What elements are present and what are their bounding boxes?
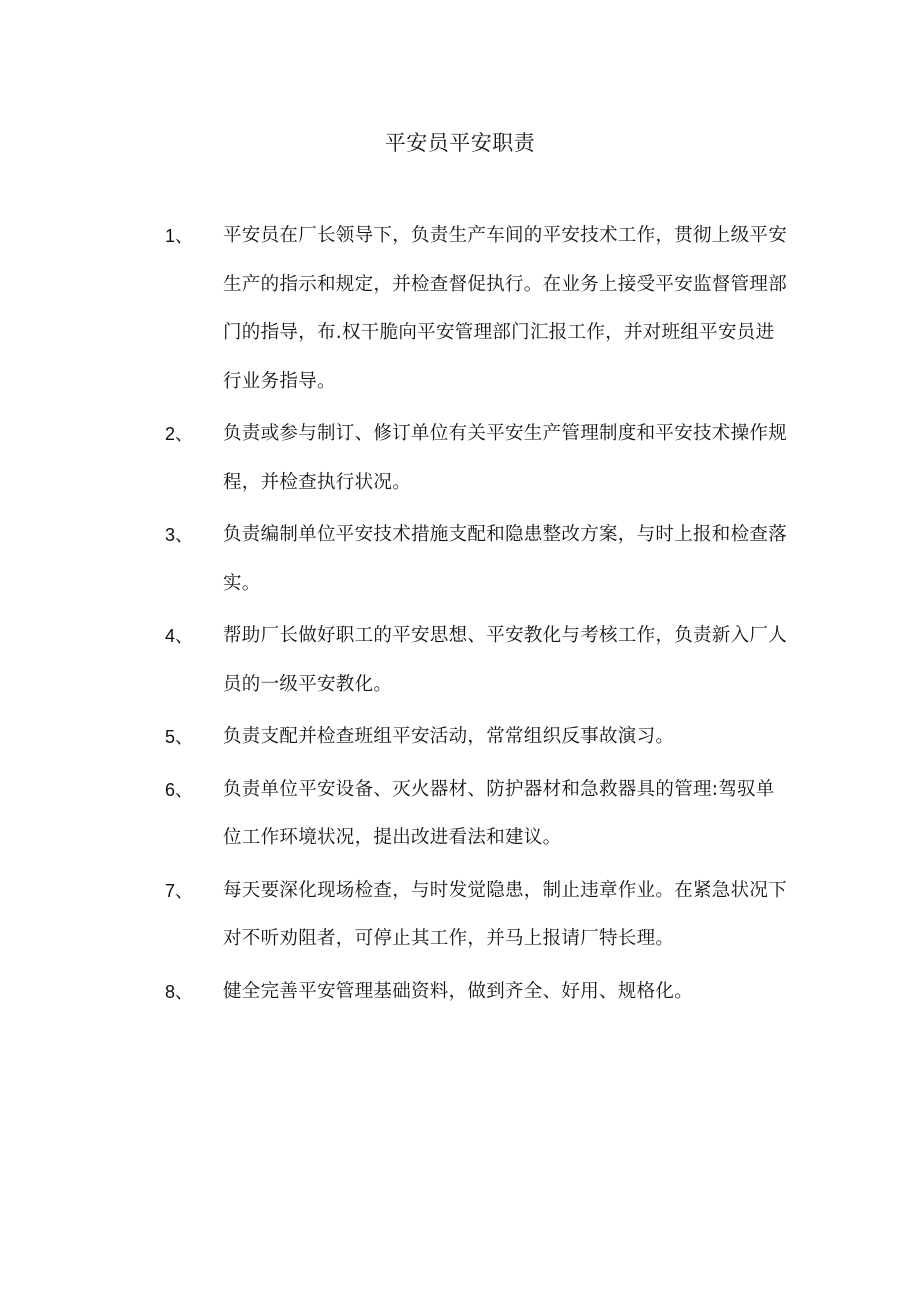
duty-item — [0, 766, 920, 863]
duty-item — [0, 713, 920, 762]
item-number: 3、 — [165, 525, 194, 545]
item-number: 5、 — [165, 727, 194, 747]
item-text: 健全完善平安管理基础资料，做到齐全、好用、规格化。 — [223, 980, 694, 1002]
item-text: 平安员在厂长领导下，负责生产车间的平安技术工作，贯彻上级平安生产的指示和规定，并检查督促执行。在业务上接受平安监督管理部门的指导，布.权干脆向平安管理部门汇报工作，并对班组平安员进行业务指导。 — [223, 225, 788, 392]
item-number: 7、 — [165, 880, 194, 901]
duty-item — [0, 410, 920, 507]
duty-list — [0, 212, 920, 1020]
item-text: 负责支配并检查班组平安活动，常常组织反事故演习。 — [223, 726, 675, 747]
duty-item — [0, 212, 920, 406]
item-number: 4、 — [165, 626, 194, 646]
item-text: 负责编制单位平安技术措施支配和隐患整改方案，与时上报和检查落实。 — [223, 524, 788, 594]
item-text: 负责或参与制订、修订单位有关平安生产管理制度和平安技术操作规程，并检查执行状况。 — [223, 423, 788, 493]
item-number: 8、 — [165, 981, 194, 1002]
item-number: 6、 — [165, 779, 194, 800]
duty-item — [0, 612, 920, 709]
item-text: 负责单位平安设备、灭火器材、防护器材和急救器具的管理:驾驭单位工作环境状况，提出改进看法和建议。 — [223, 778, 775, 848]
document-title: 平安员平安职责 — [384, 131, 536, 155]
item-text: 帮助厂长做好职工的平安思想、平安教化与考核工作，负责新入厂人员的一级平安教化。 — [223, 625, 788, 695]
item-number: 2、 — [165, 424, 194, 444]
item-text: 每天要深化现场检查，与时发觉隐患，制止违章作业。在紧急状况下对不听劝阻者，可停止其工作，并马上报请厂特长理。 — [223, 879, 788, 949]
duty-item — [0, 968, 920, 1017]
item-number: 1、 — [165, 226, 194, 246]
duty-item — [0, 867, 920, 964]
duty-item — [0, 511, 920, 608]
